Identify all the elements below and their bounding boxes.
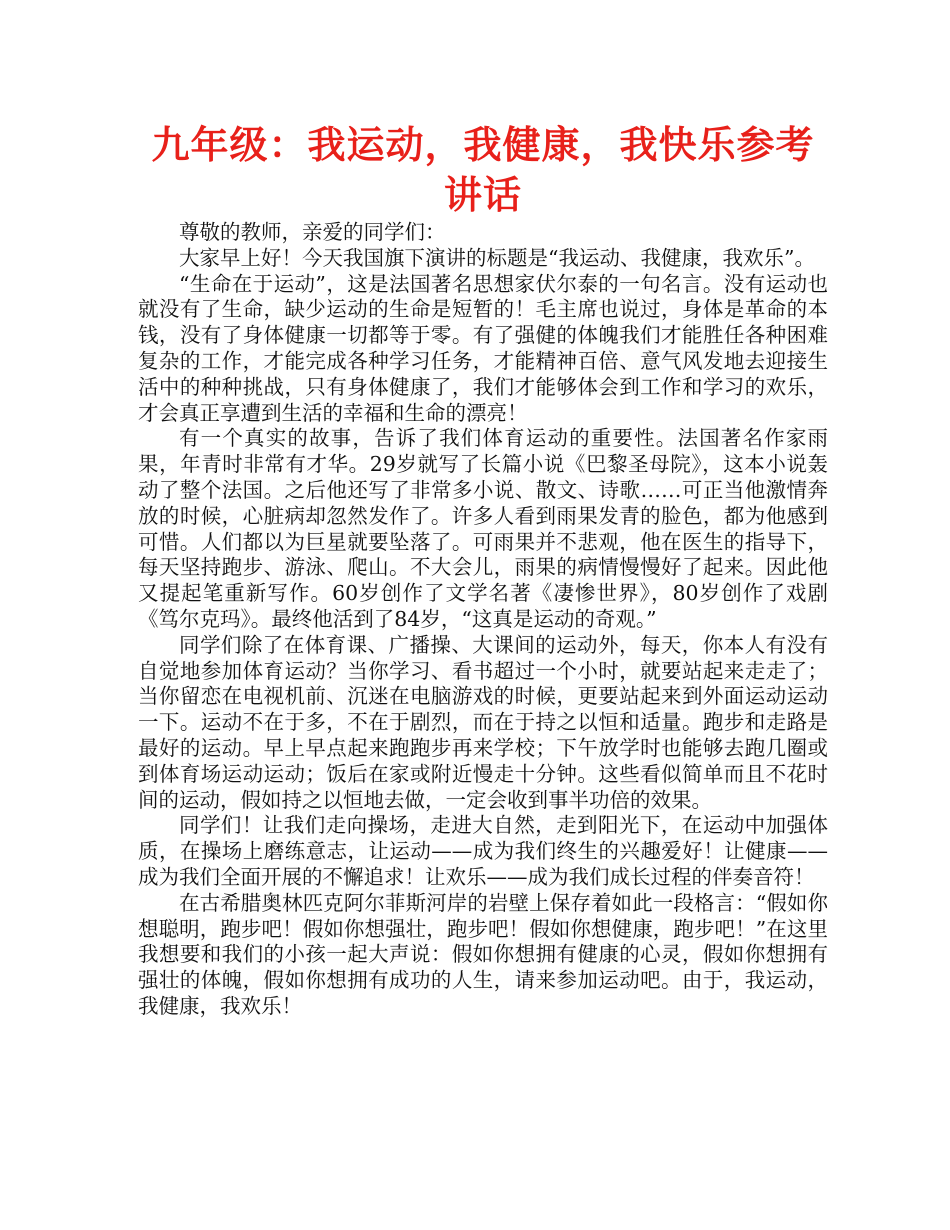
paragraph-story: 有一个真实的故事，告诉了我们体育运动的重要性。法国著名作家雨果，年青时非常有才华。29岁就写了长篇小说《巴黎圣母院》，这本小说轰动了整个法国。之后他还写了非常多小说、散文、诗歌……可正当他激情奔放的时候，心脏病却忽然发作了。许多人看到雨果发青的脸色，都为他感到可惜。人们都以为巨星就要坠落了。可雨果并不悲观，他在医生的指导下，每天坚持跑步、游泳、爬山。不大会儿，雨果的病情慢慢好了起来。因此他又提起笔重新写作。60岁创作了文学名著《凄惨世界》，80岁创作了戏剧《笃尔克玛》。最终他活到了84岁，“这真是运动的奇观。” [138, 426, 828, 631]
paragraph-advice: 同学们除了在体育课、广播操、大课间的运动外，每天，你本人有没有自觉地参加体育运动？当你学习、看书超过一个小时，就要站起来走走了；当你留恋在电视机前、沉迷在电脑游戏的时候，更要站起来到外面运动运动一下。运动不在于多，不在于剧烈，而在于持之以恒和适量。跑步和走路是最好的运动。早上早点起来跑跑步再来学校；下午放学时也能够去跑几圈或到体育场运动运动；饭后在家或附近慢走十分钟。这些看似简单而且不花时间的运动，假如持之以恒地去做，一定会收到事半功倍的效果。 [138, 632, 828, 812]
paragraph-quote: “生命在于运动”，这是法国著名思想家伏尔泰的一句名言。没有运动也就没有了生命，缺少运动的生命是短暂的！毛主席也说过，身体是革命的本钱，没有了身体健康一切都等于零。有了强健的体魄我们才能胜任各种困难复杂的工作，才能完成各种学习任务，才能精神百倍、意气风发地去迎接生活中的种种挑战，只有身体健康了，我们才能够体会到工作和学习的欢乐，才会真正享遭到生活的幸福和生命的漂亮！ [138, 271, 828, 425]
document-page [138, 120, 828, 1020]
paragraph-call: 同学们！让我们走向操场，走进大自然，走到阳光下，在运动中加强体质，在操场上磨练意志，让运动——成为我们终生的兴趣爱好！让健康——成为我们全面开展的不懈追求！让欢乐——成为我们成长过程的伴奏音符！ [138, 813, 828, 889]
document-title: 九年级：我运动，我健康，我快乐参考讲话 [151, 123, 815, 217]
document-body [138, 220, 828, 1020]
paragraph-greeting: 尊敬的教师，亲爱的同学们： [179, 220, 446, 244]
paragraph-opening: 大家早上好！今天我国旗下演讲的标题是“我运动、我健康，我欢乐”。 [179, 245, 815, 270]
paragraph-closing: 在古希腊奥林匹克阿尔菲斯河岸的岩壁上保存着如此一段格言：“假如你想聪明，跑步吧！假如你想强壮，跑步吧！假如你想健康，跑步吧！”在这里我想要和我们的小孩一起大声说：假如你想拥有健康的心灵，假如你想拥有强壮的体魄，假如你想拥有成功的人生，请来参加运动吧。由于，我运动，我健康，我欢乐！ [138, 890, 828, 1018]
